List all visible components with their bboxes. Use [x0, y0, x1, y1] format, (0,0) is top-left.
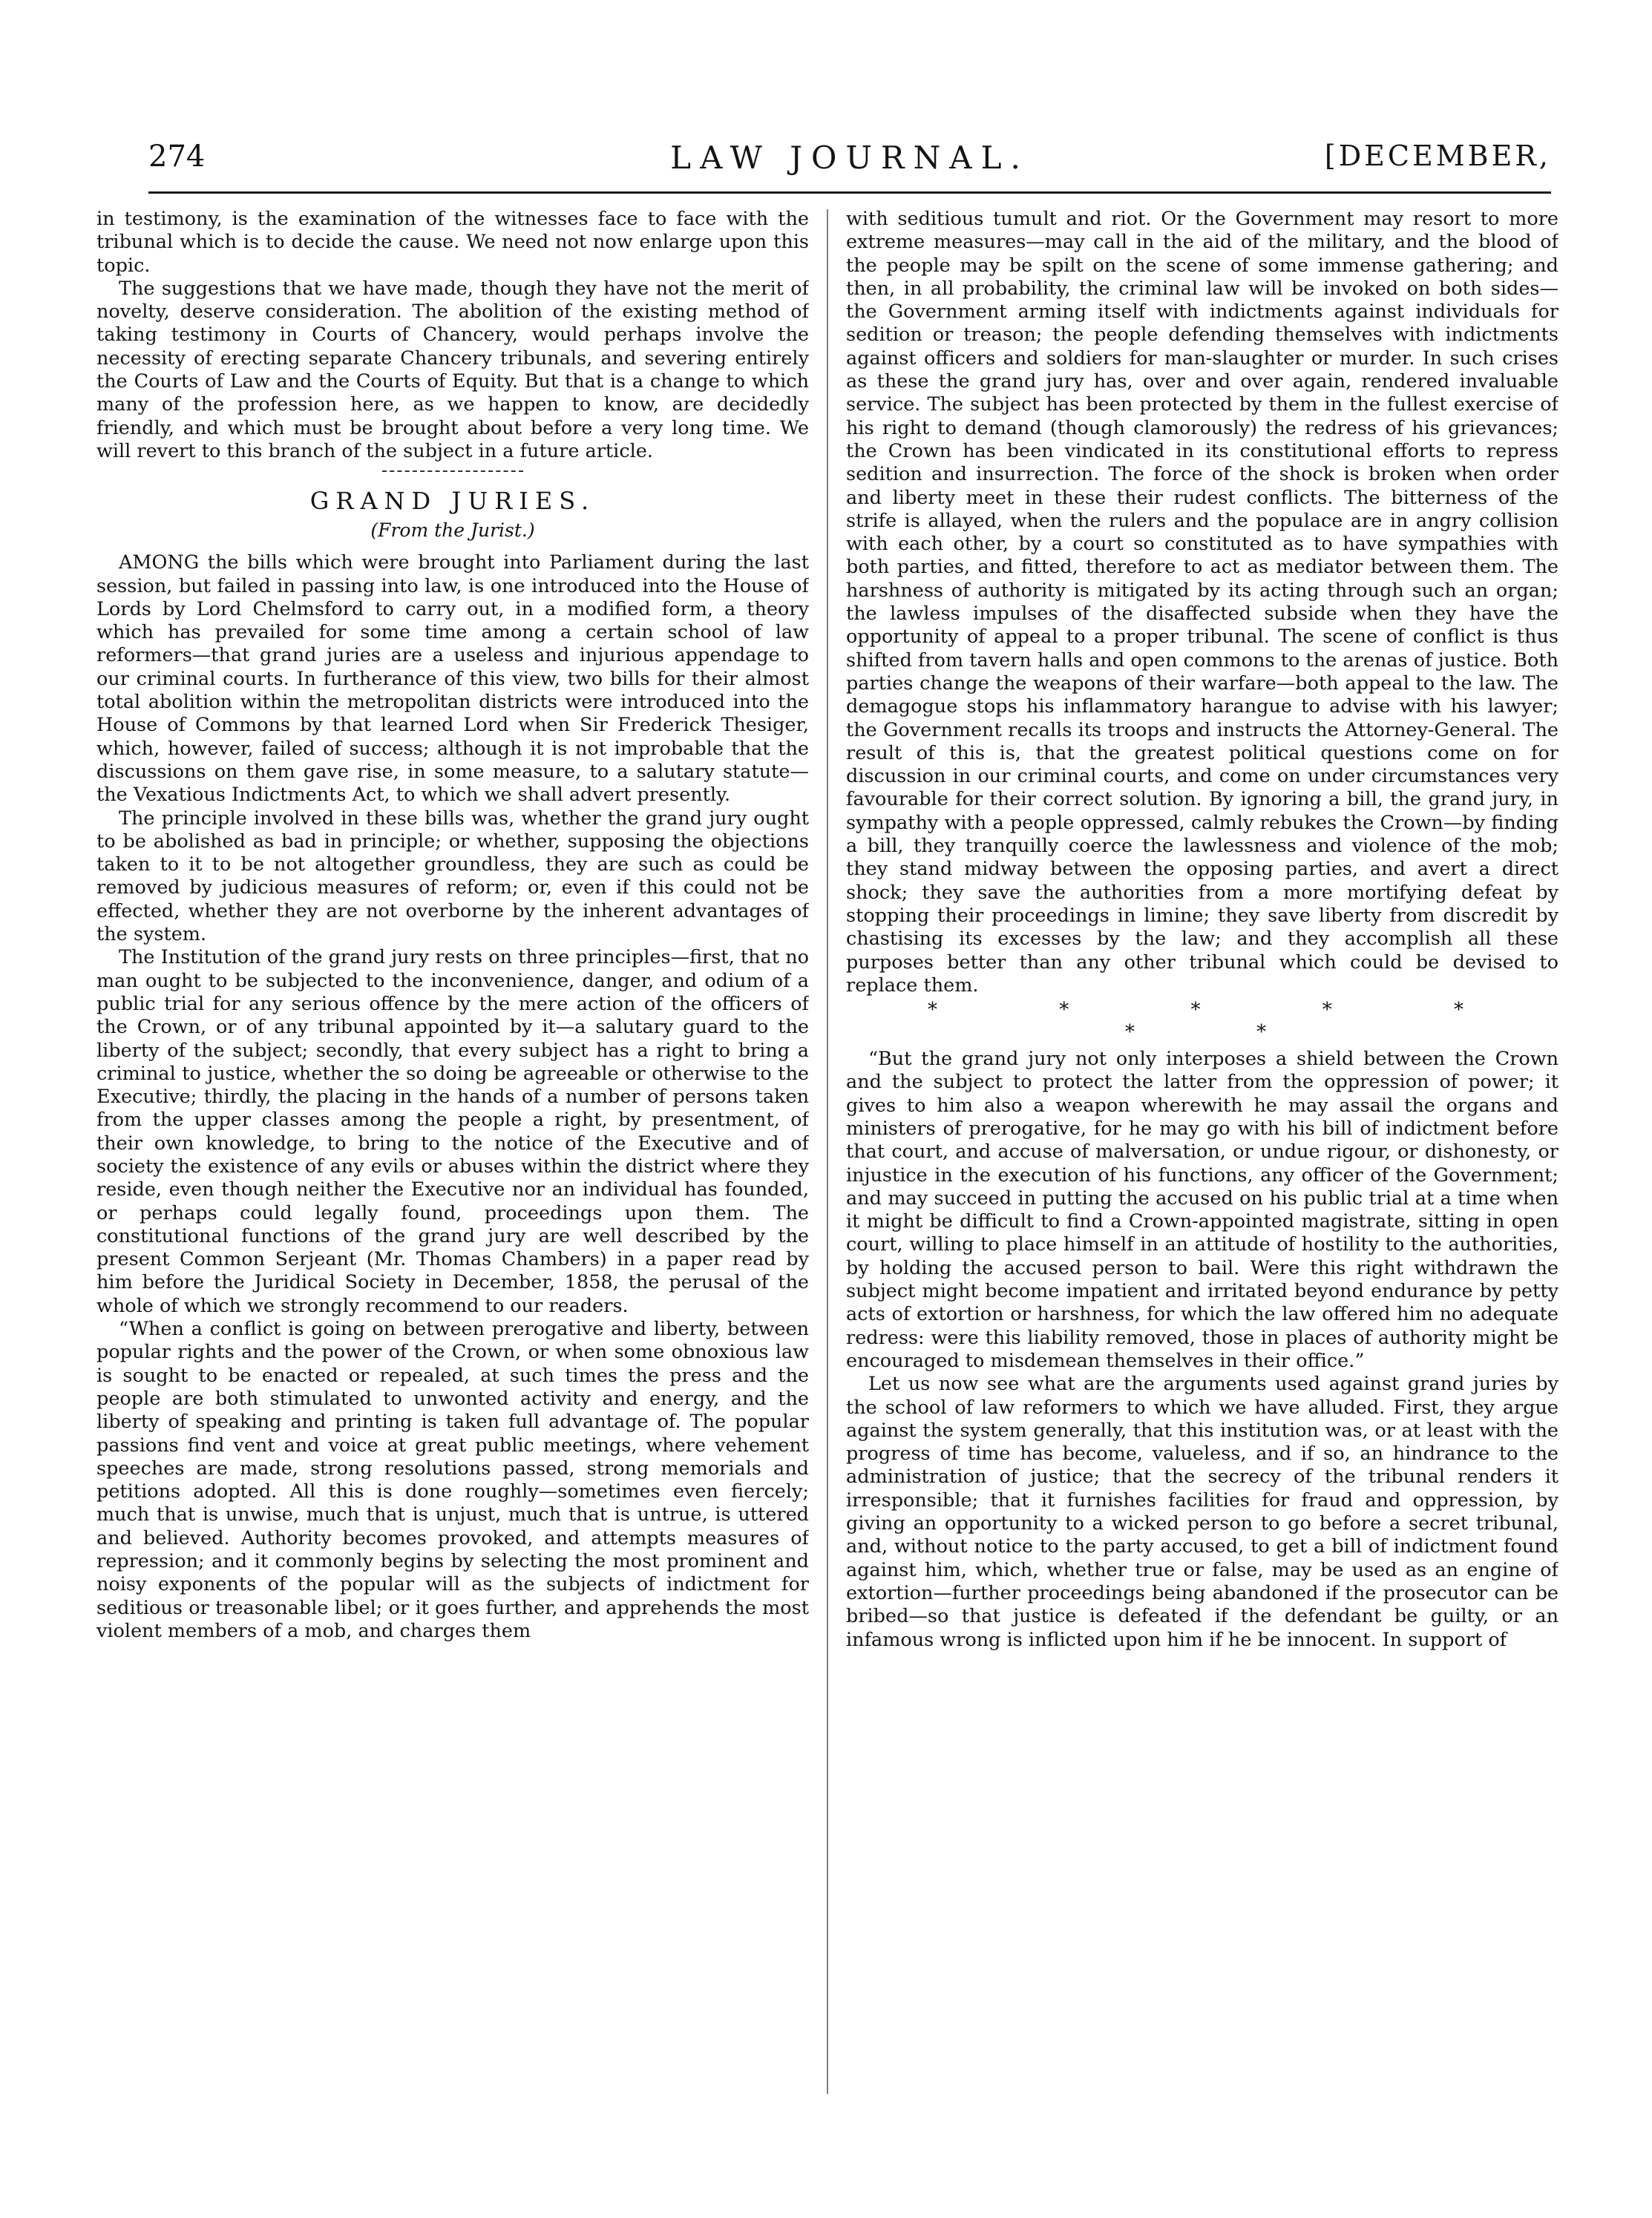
- column-divider: [827, 209, 828, 2094]
- page-number: 274: [148, 140, 206, 174]
- ellipsis-asterisks: * * * * * * *: [927, 999, 1522, 1044]
- section-title: GRAND JURIES.: [309, 487, 596, 516]
- paragraph: The suggestions that we have made, though they have not the merit of novelty, deserve consideration. The abolition of the existing method of taking testimony in Courts of Chancery, would perhaps involve the necessity of erecting separate Chancery tribunals, and severing entirely the Courts of Law and the Courts of Equity. But that is a change to which many of the profession here, as we happen to know, are decidedly friendly, and which must be brought about before a very long time. We will revert to this branch of the subject in a future article.: [96, 277, 809, 462]
- quoted-paragraph: “But the grand jury not only interposes a shield between the Crown and the subject to protect the latter from the oppression of power; it gives to him also a weapon wherewith he may assail the organs and ministers of prerogative, for he may go with his bill of indictment before that court, and accuse of malversation, or undue rigour, or dishonesty, or injustice in the execution of his functions, any officer of the Government; and may succeed in putting the accused on his public trial at a time when it might be difficult to find a Crown-appointed magistrate, sitting in open court, willing to place himself in an attitude of hostility to the authorities, by holding the accused person to bail. Were this right withdrawn the subject might become impatient and irritated beyond endurance by petty acts of extortion or harshness, for which the law offered him no adequate redress: were this liability removed, those in places of authority might be encouraged to misdemean themselves in their office.”: [846, 1048, 1558, 1372]
- quoted-paragraph: with seditious tumult and riot. Or the Government may resort to more extreme measures—may call in the aid of the military, and the blood of the people may be spilt on the scene of some immense gathering; and then, in all probability, the criminal law will be invoked on both sides—the Government arming itself with indictments against individuals for sedition or treason; the people defending themselves with indictments against officers and soldiers for man-slaughter or murder. In such crises as these the grand jury has, over and over again, rendered invaluable service. The subject has been protected by them in the fullest exercise of his right to demand (though clamorously) the redress of his grievances; the Crown has been vindicated in its constitutional efforts to repress sedition and insurrection. The force of the shock is broken when order and liberty meet in these their rudest conflicts. The bitterness of the strife is allayed, when the rulers and the populace are in angry collision with each other, by a court so constituted as to have sympathies with both parties, and fitted, therefore to act as mediator between them. The harshness of authority is mitigated by its acting through such an organ; the lawless impulses of the disaffected subside when they have the opportunity of appeal to a proper tribunal. The scene of conflict is thus shifted from tavern halls and open commons to the arenas of justice. Both parties change the weapons of their warfare—both appeal to the law. The demagogue stops his inflammatory harangue to advise with his lawyer; the Government recalls its troops and instructs the Attorney-General. The result of this is, that the greatest political questions come on for discussion in our criminal courts, and come on under circumstances very favourable for their correct solution. By ignoring a bill, the grand jury, in sympathy with a people oppressed, calmly rebukes the Crown—by finding a bill, they tranquilly coerce the lawlessness and violence of the mob; they stand midway between the opposing parties, and avert a direct shock; they save the authorities from a more mortifying defeat by stopping their proceedings in limine; they save liberty from discredit by chastising its excesses by the law; and they accomplish all these purposes better than any other tribunal which could be devised to replace them.: [846, 208, 1558, 997]
- left-column: [96, 208, 809, 2107]
- paragraph: Let us now see what are the arguments used against grand juries by the school of law reformers to which we have alluded. First, they argue against the system generally, that this institution was, or at least with the progress of time has become, valueless, and if so, an hindrance to the administration of justice; that the secrecy of the tribunal renders it irresponsible; that it furnishes facilities for fraud and oppression, by giving an opportunity to a wicked person to go before a secret tribunal, and, without notice to the party accused, to get a bill of indictment found against him, which, whether true or false, may be used as an engine of extortion—further proceedings being abandoned if the prosecutor can be bribed—so that justice is defeated if the defendant be guilty, or an infamous wrong is inflicted upon him if he be innocent. In support of: [846, 1373, 1558, 1651]
- journal-title: LAW JOURNAL.: [670, 140, 1029, 176]
- quoted-paragraph: “When a conflict is going on between prerogative and liberty, between popular rights and the power of the Crown, or when some obnoxious law is sought to be enacted or repealed, at such times the press and the people are both stimulated to unwonted activity and energy, and the liberty of speaking and printing is taken full advantage of. The popular passions find vent and voice at great public meetings, where vehement speeches are made, strong resolutions passed, strong memorials and petitions adopted. All this is done roughly—sometimes even fiercely; much that is unwise, much that is unjust, much that is untrue, is uttered and believed. Authority becomes provoked, and attempts measures of repression; and it commonly begins by selecting the most prominent and noisy exponents of the popular will as the subjects of indictment for seditious or treasonable libel; or it goes further, and apprehends the most violent members of a mob, and charges them: [96, 1318, 809, 1642]
- paragraph: in testimony, is the examination of the witnesses face to face with the tribunal which is to decide the cause. We need not now enlarge upon this topic.: [96, 208, 809, 277]
- section-source: (From the Jurist.): [370, 519, 535, 542]
- header-rule: [148, 191, 1551, 194]
- running-month: [DECEMBER,: [1324, 140, 1551, 172]
- paragraph: The Institution of the grand jury rests on three principles—first, that no man ought to be subjected to the inconvenience, danger, and odium of a public trial for any serious offence by the mere action of the officers of the Crown, or of any tribunal appointed by it—a salutary guard to the liberty of the subject; secondly, that every subject has a right to bring a criminal to justice, whether the so doing be agreeable or otherwise to the Executive; thirdly, the placing in the hands of a number of persons taken from the upper classes among the people a right, by presentment, of their own knowledge, to bring to the notice of the Executive and of society the existence of any evils or abuses within the district where they reside, even though neither the Executive nor an individual has founded, or perhaps could legally found, proceedings upon them. The constitutional functions of the grand jury are well described by the present Common Serjeant (Mr. Thomas Chambers) in a paper read by him before the Juridical Society in December, 1858, the perusal of the whole of which we strongly recommend to our readers.: [96, 946, 809, 1317]
- page-header: [148, 140, 1551, 184]
- section-divider: [382, 470, 523, 473]
- paragraph: AMONG the bills which were brought into Parliament during the last session, but failed in passing into law, is one introduced into the House of Lords by Lord Chelmsford to carry out, in a modified form, a theory which has prevailed for some time among a certain school of law reformers—that grand juries are a useless and injurious appendage to our criminal courts. In furtherance of this view, two bills for their almost total abolition within the metropolitan districts were introduced into the House of Commons by that learned Lord when Sir Frederick Thesiger, which, however, failed of success; although it is not improbable that the discussions on them gave rise, in some measure, to a salutary statute—the Vexatious Indictments Act, to which we shall advert presently.: [96, 551, 809, 807]
- right-column: [846, 208, 1558, 2107]
- paragraph: The principle involved in these bills was, whether the grand jury ought to be abolished as bad in principle; or whether, supposing the objections taken to it to be not altogether groundless, they are such as could be removed by judicious measures of reform; or, even if this could not be effected, whether they are not overborne by the inherent advantages of the system.: [96, 807, 809, 946]
